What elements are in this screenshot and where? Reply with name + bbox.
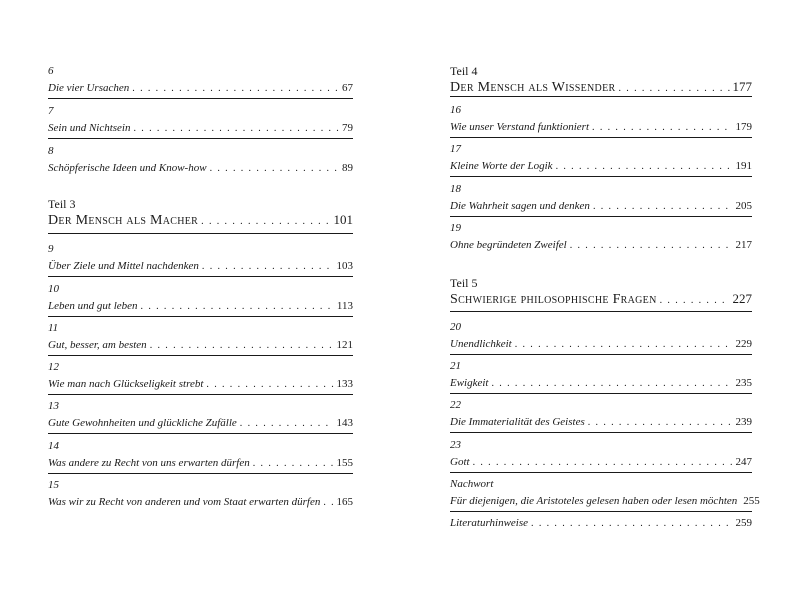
chapter-title: Was andere zu Recht von uns erwarten dürfen (48, 457, 250, 469)
part-title: Der Mensch als Wissender (450, 80, 616, 95)
chapter-title: Ohne begründeten Zweifel (450, 239, 567, 251)
dot-leader (150, 339, 334, 353)
chapter-title: Wie unser Verstand funktioniert (450, 121, 590, 133)
dot-leader (592, 121, 732, 135)
toc-entry-15[interactable] (48, 478, 353, 518)
chapter-title: Über Ziele und Mittel nachdenken (48, 260, 199, 272)
toc-entry-14[interactable] (48, 439, 353, 479)
chapter-title: Was wir zu Recht von anderen und vom Staat erwarten dürfen (48, 496, 321, 508)
dot-leader (210, 162, 339, 176)
chapter-number: 23 (450, 439, 461, 451)
dot-leader (240, 417, 334, 431)
page-number: 101 (333, 212, 353, 227)
chapter-number: 22 (450, 399, 461, 411)
dot-leader (132, 82, 339, 96)
chapter-number: 15 (48, 479, 59, 491)
chapter-title: Für diejenigen, die Aristoteles gelesen haben oder lesen möchten (450, 495, 738, 507)
dot-leader (556, 160, 733, 174)
dot-leader (206, 378, 333, 392)
rule (450, 176, 752, 177)
dot-leader (588, 416, 733, 430)
page-number: 235 (735, 377, 752, 389)
part-label: Teil 4 (450, 64, 478, 78)
chapter-number: 12 (48, 361, 59, 373)
rule (450, 311, 752, 312)
toc-entry-7[interactable] (48, 104, 353, 144)
rule (450, 432, 752, 433)
part-3-heading[interactable] (48, 197, 353, 237)
chapter-number: Nachwort (450, 478, 494, 490)
chapter-number: 21 (450, 360, 461, 372)
dot-leader (323, 496, 333, 510)
rule (48, 394, 353, 395)
page-number: 177 (732, 79, 752, 94)
part-4-heading[interactable] (450, 64, 752, 104)
page-number: 205 (735, 200, 752, 212)
toc-entry-18[interactable] (450, 182, 752, 222)
part-label: Teil 3 (48, 197, 76, 211)
chapter-number: 16 (450, 104, 461, 116)
page-number: 239 (735, 416, 752, 428)
toc-entry-literaturhinweise[interactable] (450, 499, 752, 539)
page-number: 165 (336, 496, 353, 508)
dot-leader (515, 338, 733, 352)
chapter-title: Unendlichkeit (450, 338, 512, 350)
chapter-title: Kleine Worte der Logik (450, 160, 553, 172)
rule (48, 355, 353, 356)
toc-entry-9[interactable] (48, 242, 353, 282)
rule (48, 433, 353, 434)
page-number: 133 (336, 378, 353, 390)
toc-entry-20[interactable] (450, 320, 752, 360)
page-number: 79 (342, 122, 353, 134)
chapter-number: 20 (450, 321, 461, 333)
chapter-title: Gute Gewohnheiten und glückliche Zufälle (48, 417, 237, 429)
chapter-number: 19 (450, 222, 461, 234)
chapter-title: Wie man nach Glückseligkeit strebt (48, 378, 204, 390)
chapter-title: Die Wahrheit sagen und denken (450, 200, 590, 212)
chapter-title: Ewigkeit (450, 377, 489, 389)
rule (48, 138, 353, 139)
rule (450, 137, 752, 138)
chapter-title: Schöpferische Ideen und Know-how (48, 162, 207, 174)
chapter-number: 10 (48, 283, 59, 295)
chapter-title: Literaturhinweise (450, 517, 529, 529)
rule (450, 354, 752, 355)
rule (450, 393, 752, 394)
rule (48, 276, 353, 277)
dot-leader (202, 260, 334, 274)
dot-leader (473, 456, 733, 470)
rule (450, 96, 752, 97)
toc-entry-16[interactable] (450, 103, 752, 143)
dot-leader (253, 457, 334, 471)
chapter-title: Sein und Nichtsein (48, 122, 131, 134)
dot-leader (531, 517, 732, 531)
toc-entry-11[interactable] (48, 321, 353, 361)
dot-leader (593, 200, 733, 214)
chapter-number: 13 (48, 400, 59, 412)
part-5-heading[interactable] (450, 276, 752, 316)
part-title: Schwierige philosophische Fragen (450, 292, 657, 307)
toc-entry-10[interactable] (48, 282, 353, 322)
page-number: 229 (735, 338, 752, 350)
rule (48, 233, 353, 234)
toc-entry-12[interactable] (48, 360, 353, 400)
rule (48, 98, 353, 99)
rule (450, 216, 752, 217)
rule (48, 473, 353, 474)
toc-entry-6[interactable] (48, 64, 353, 104)
chapter-number: 9 (48, 243, 54, 255)
chapter-number: 17 (450, 143, 461, 155)
page-number: 67 (342, 82, 353, 94)
page-number: 179 (735, 121, 752, 133)
chapter-title: Gott (450, 456, 470, 468)
dot-leader (201, 213, 330, 231)
toc-entry-23[interactable] (450, 438, 752, 478)
page-number: 247 (735, 456, 752, 468)
page-number: 191 (735, 160, 752, 172)
rule (450, 472, 752, 473)
dot-leader (141, 300, 334, 314)
toc-entry-21[interactable] (450, 359, 752, 399)
page-number: 143 (336, 417, 353, 429)
chapter-title: Gut, besser, am besten (48, 339, 147, 351)
dot-leader (570, 239, 733, 253)
chapter-title: Die Immaterialität des Geistes (450, 416, 585, 428)
page-number: 227 (732, 291, 752, 306)
page-number: 89 (342, 162, 353, 174)
rule (48, 316, 353, 317)
toc-entry-22[interactable] (450, 398, 752, 438)
page-number: 113 (336, 300, 353, 312)
chapter-number: 8 (48, 145, 54, 157)
page-number: 259 (735, 517, 752, 529)
toc-entry-17[interactable] (450, 142, 752, 182)
chapter-number: 14 (48, 440, 59, 452)
page-number: 217 (735, 239, 752, 251)
dot-leader (134, 122, 340, 136)
dot-leader (660, 292, 730, 310)
page-number: 255 (743, 495, 760, 507)
toc-entry-8[interactable] (48, 144, 353, 184)
chapter-number: 11 (48, 322, 59, 334)
chapter-title: Die vier Ursachen (48, 82, 130, 94)
chapter-number: 7 (48, 105, 54, 117)
toc-entry-19[interactable] (450, 221, 752, 261)
chapter-number: 6 (48, 65, 54, 77)
page-number: 121 (336, 339, 353, 351)
part-label: Teil 5 (450, 276, 478, 290)
dot-leader (492, 377, 733, 391)
page-number: 155 (336, 457, 353, 469)
chapter-number: 18 (450, 183, 461, 195)
page-number: 103 (336, 260, 353, 272)
part-title: Der Mensch als Macher (48, 213, 199, 228)
chapter-title: Leben und gut leben (48, 300, 138, 312)
toc-entry-13[interactable] (48, 399, 353, 439)
